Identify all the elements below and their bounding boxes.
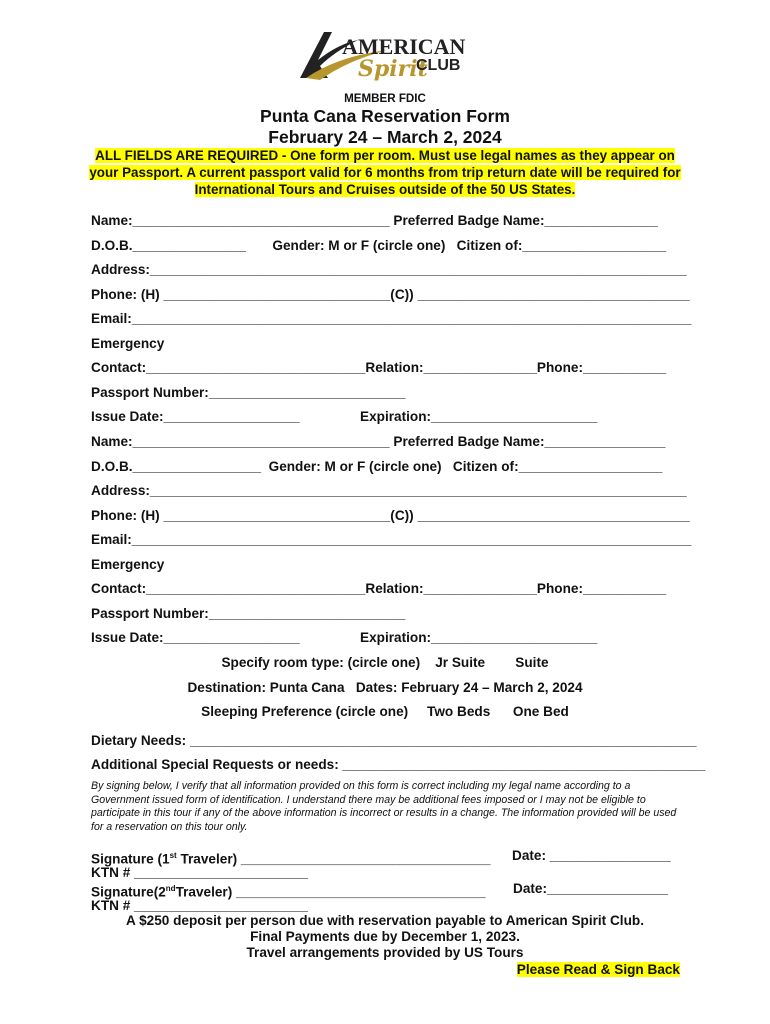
passport-number-field[interactable]: Passport Number:__________________________ xyxy=(91,385,406,400)
verification-statement: By signing below, I verify that all information provided on this form is correct including my legal name according to a Government issued form of identification. I understand there may be additional fees imposed or I may not be eligible to participate in this tour if any of the above information is incorrect or results in a change. The information provided will be used for a reservation on this tour only. xyxy=(91,780,677,833)
date-2-field[interactable]: Date:________________ xyxy=(513,881,668,896)
trip-dates: February 24 – March 2, 2024 xyxy=(268,127,502,147)
deposit-note: A $250 deposit per person due with reservation payable to American Spirit Club. xyxy=(126,913,644,928)
svg-text:AMERICAN: AMERICAN xyxy=(342,34,466,59)
signature-2-field[interactable]: Signature(2ndTraveler) _________________________________ xyxy=(91,884,486,900)
dob-gender-citizen-field[interactable]: D.O.B._________________ Gender: M or F (circle one) Citizen of:___________________ xyxy=(91,459,663,474)
issue-expiration-field[interactable]: Issue Date:__________________ Expiration:______________________ xyxy=(91,409,598,424)
required-notice: ALL FIELDS ARE REQUIRED - One form per room. Must use legal names as they appear on your Passport. A current passport valid for 6 months from trip return date will be required for International Tours and Cruises outside of the 50 US States. xyxy=(89,148,681,197)
email-field[interactable]: Email:__________________________________________________________________________ xyxy=(91,532,692,547)
dietary-needs-field[interactable]: Dietary Needs: ___________________________________________________________________ xyxy=(91,733,697,748)
final-payment-note: Final Payments due by December 1, 2023. xyxy=(250,929,520,944)
read-and-sign-note: Please Read & Sign Back xyxy=(516,962,680,977)
email-field[interactable]: Email:__________________________________________________________________________ xyxy=(91,311,692,326)
emergency-contact-field[interactable]: Contact:_____________________________Relation:_______________Phone:___________ xyxy=(91,581,667,596)
svg-text:Spirit: Spirit xyxy=(358,56,428,82)
logo-mark-icon xyxy=(298,26,478,86)
ktn-2-field[interactable]: KTN # _______________________ xyxy=(91,898,308,913)
phone-field[interactable]: Phone: (H) ______________________________(C)) ____________________________________ xyxy=(91,287,690,302)
passport-number-field[interactable]: Passport Number:__________________________ xyxy=(91,606,406,621)
date-1-field[interactable]: Date: ________________ xyxy=(512,848,671,863)
name-field[interactable]: Name:__________________________________ Preferred Badge Name:________________ xyxy=(91,434,666,449)
emergency-contact-field[interactable]: Contact:_____________________________Relation:_______________Phone:___________ xyxy=(91,360,667,375)
member-fdic: MEMBER FDIC xyxy=(344,92,426,105)
american-spirit-club-logo xyxy=(298,26,478,86)
svg-text:CLUB: CLUB xyxy=(416,57,461,74)
address-field[interactable]: Address:_______________________________________________________________________ xyxy=(91,483,687,498)
name-field[interactable]: Name:__________________________________ Preferred Badge Name:_______________ xyxy=(91,213,658,228)
address-field[interactable]: Address:_______________________________________________________________________ xyxy=(91,262,687,277)
special-requests-field[interactable]: Additional Special Requests or needs: ________________________________________________ xyxy=(91,757,706,772)
emergency-label: Emergency xyxy=(91,336,165,351)
emergency-label: Emergency xyxy=(91,557,165,572)
signature-1-field[interactable]: Signature (1st Traveler) _________________________________ xyxy=(91,851,491,867)
travel-provider-note: Travel arrangements provided by US Tours xyxy=(246,945,524,960)
page-title: Punta Cana Reservation Form xyxy=(260,106,510,126)
destination-dates: Destination: Punta Cana Dates: February 24 – March 2, 2024 xyxy=(187,680,583,695)
ktn-1-field[interactable]: KTN # _______________________ xyxy=(91,865,308,880)
sleeping-preference-choice[interactable]: Sleeping Preference (circle one) Two Beds One Bed xyxy=(201,704,569,719)
issue-expiration-field[interactable]: Issue Date:__________________ Expiration:______________________ xyxy=(91,630,598,645)
dob-gender-citizen-field[interactable]: D.O.B._______________ Gender: M or F (circle one) Citizen of:___________________ xyxy=(91,238,667,253)
room-type-choice[interactable]: Specify room type: (circle one) Jr Suite Suite xyxy=(221,655,549,670)
phone-field[interactable]: Phone: (H) ______________________________(C)) ____________________________________ xyxy=(91,508,690,523)
